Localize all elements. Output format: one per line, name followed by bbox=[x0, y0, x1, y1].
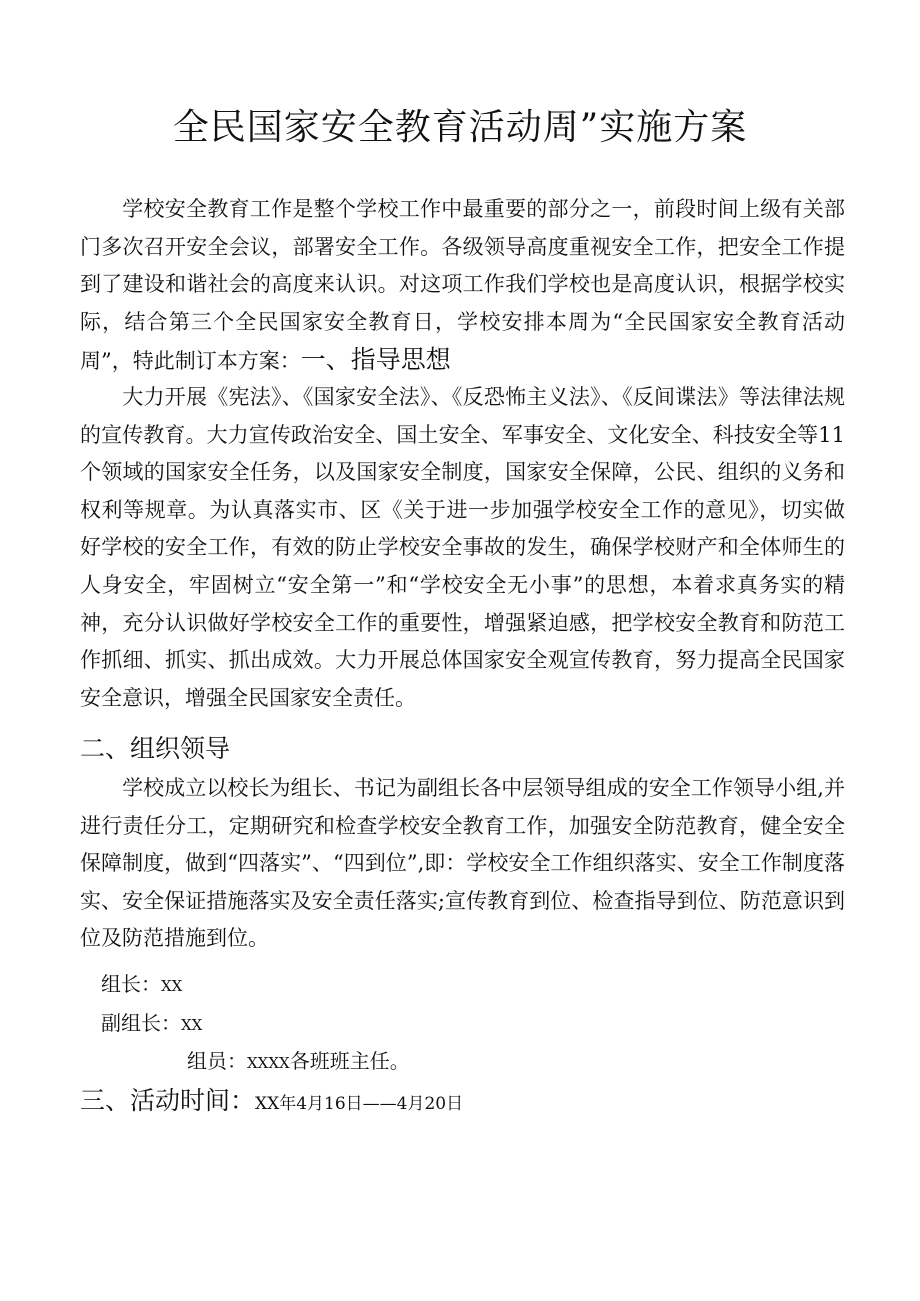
section2-paragraph bbox=[80, 770, 845, 958]
section3-heading: 三、活动时间： bbox=[80, 1086, 256, 1115]
leader-value: XX bbox=[161, 977, 183, 995]
deputy-label: 副组长： bbox=[101, 1011, 181, 1035]
section2-text: 学校成立以校长为组长、书记为副组长各中层领导组成的安全工作领导小组,并进行责任分工，定期研究和检查学校安全教育工作，加强安全防范教育，健全安全保障制度，做到“四落实”、“四到位”,即：学校安全工作组织落实、安全工作制度落实、安全保证措施落实及安全责任落实;宣传教育到位、检查指导到位、防范意识到位及防范措施到位。 bbox=[80, 776, 845, 951]
leader-line bbox=[101, 967, 182, 1003]
leader-label: 组长： bbox=[101, 972, 161, 996]
section3-line bbox=[80, 1081, 463, 1124]
members-label: 组员： bbox=[187, 1049, 247, 1073]
intro-text: 学校安全教育工作是整个学校工作中最重要的部分之一，前段时间上级有关部门多次召开安全会议，部署安全工作。各级领导高度重视安全工作，把安全工作提到了建设和谐社会的高度来认识。对这项工作我们学校也是高度认识，根据学校实际，结合第三个全民国家安全教育日，学校安排本周为“全民国家安全教育活动周”，特此制订本方案： bbox=[80, 197, 845, 374]
document-title: 全民国家安全教育活动周”实施方案 bbox=[172, 107, 748, 148]
members-value-prefix: XXXX bbox=[247, 1054, 290, 1072]
section2-heading: 二、组织领导 bbox=[80, 734, 231, 763]
section1-text: 大力开展《宪法》、《国家安全法》、《反恐怖主义法》、《反间谍法》等法律法规的宣传教育。大力宣传政治安全、国土安全、军事安全、文化安全、科技安全等11个领域的国家安全任务，以及国家安全制度，国家安全保障，公民、组织的义务和权利等规章。为认真落实市、区《关于进一步加强学校安全工作的意见》，切实做好学校的安全工作，有效的防止学校安全事故的发生，确保学校财产和全体师生的人身安全，牢固树立“安全第一”和“学校安全无小事”的思想，本着求真务实的精神，充分认识做好学校安全工作的重要性，增强紧迫感，把学校安全教育和防范工作抓细、抓实、抓出成效。大力开展总体国家安全观宣传教育，努力提高全民国家安全意识，增强全民国家安全责任。 bbox=[80, 385, 845, 710]
deputy-value: XX bbox=[181, 1016, 203, 1034]
section3-value: XX年4月16日——4月20日 bbox=[255, 1094, 464, 1114]
section1-paragraph bbox=[80, 379, 845, 717]
members-value-suffix: 各班班主任。 bbox=[289, 1049, 410, 1073]
members-line bbox=[187, 1044, 410, 1080]
intro-paragraph bbox=[80, 191, 845, 381]
section1-heading: 一、指导思想 bbox=[300, 345, 451, 375]
deputy-line bbox=[101, 1006, 202, 1042]
